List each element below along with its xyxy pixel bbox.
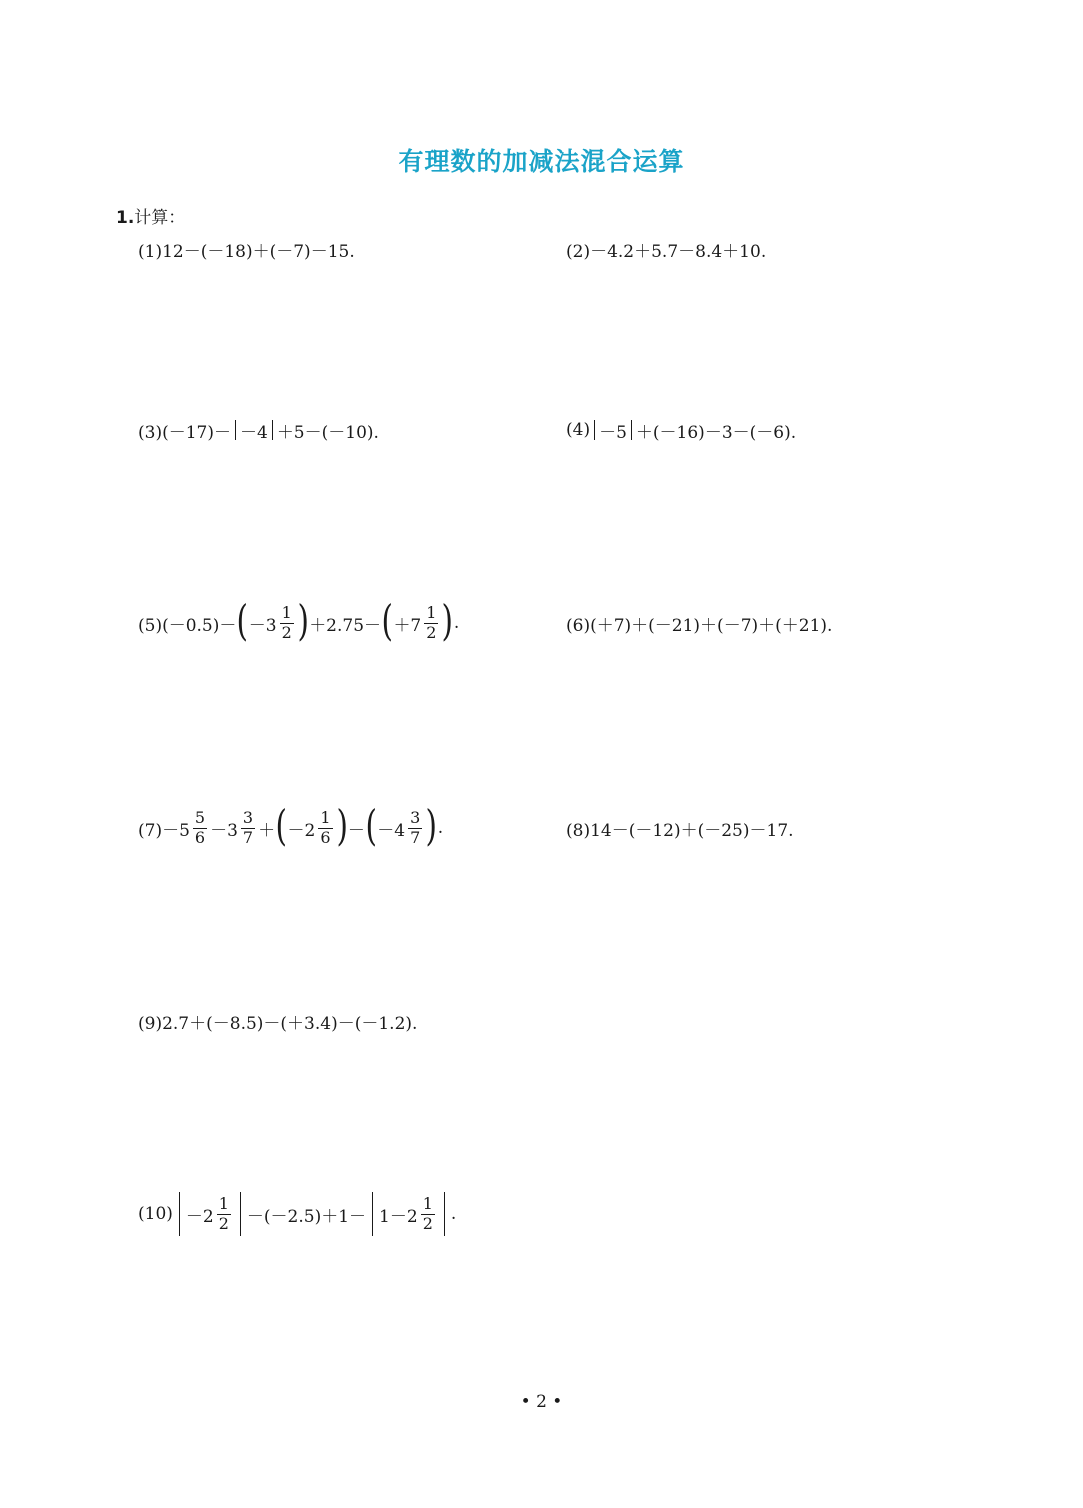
- abs-bar-left: [372, 1192, 373, 1236]
- right-paren: ): [297, 596, 309, 645]
- denominator: 2: [422, 1213, 433, 1233]
- fraction: [318, 807, 332, 847]
- numerator: 1: [218, 1193, 229, 1213]
- problem-7-part-h: .: [437, 818, 444, 838]
- problem-7: [138, 798, 443, 858]
- problem-5-part-d: ＋7: [393, 615, 422, 636]
- fraction: [241, 807, 255, 847]
- denominator: 7: [410, 827, 421, 847]
- problem-10-part-b: －2: [185, 1206, 214, 1227]
- problem-10-part-d: 1－2: [379, 1206, 418, 1227]
- problem-7-part-d: －2: [287, 820, 316, 841]
- abs-bar-left: [179, 1192, 180, 1236]
- page-number: • 2 •: [520, 1392, 563, 1412]
- problem-6: [566, 593, 832, 653]
- denominator: 6: [194, 827, 206, 847]
- problem-10-part-e: .: [450, 1204, 457, 1224]
- denominator: 7: [242, 827, 254, 847]
- abs-bar-left: [235, 420, 236, 440]
- problem-2: [566, 219, 766, 279]
- problem-1: [138, 219, 355, 279]
- problem-7-part-a: (7)－5: [138, 820, 190, 841]
- problem-3-part-c: ＋5－(－10).: [276, 422, 379, 443]
- question-number: 1.: [116, 208, 135, 228]
- left-paren: (: [381, 596, 393, 645]
- question-label: 计算：: [134, 208, 186, 228]
- problem-5-part-a: (5)(－0.5)－: [138, 615, 237, 636]
- problem-8-text: (8)14－(－12)＋(－25)－17.: [566, 820, 794, 841]
- abs-bar-right: [240, 1192, 241, 1236]
- problem-3-part-a: (3)(－17)－: [138, 422, 231, 443]
- problem-7-part-b: －3: [210, 820, 238, 841]
- numerator: 5: [194, 807, 206, 827]
- abs-bar-left: [594, 420, 595, 440]
- problem-5-part-e: .: [453, 613, 460, 633]
- problem-3-part-b: －4: [239, 422, 268, 443]
- numerator: 1: [281, 602, 292, 622]
- denominator: 6: [320, 827, 331, 847]
- numerator: 1: [422, 1193, 433, 1213]
- problem-10-part-a: (10): [138, 1204, 173, 1224]
- problem-7-part-c: ＋: [258, 820, 276, 841]
- problem-8: [566, 798, 794, 858]
- problem-3: [138, 400, 379, 460]
- fraction: [424, 602, 438, 642]
- problem-6-text: (6)(＋7)＋(－21)＋(－7)＋(＋21).: [566, 615, 833, 636]
- denominator: 2: [426, 622, 437, 642]
- fraction: [217, 1193, 231, 1233]
- problem-4-part-c: ＋(－16)－3－(－6).: [635, 422, 797, 443]
- problem-5-part-b: －3: [248, 615, 277, 636]
- page-title: 有理数的加减法混合运算: [398, 147, 685, 176]
- numerator: 1: [426, 602, 437, 622]
- problem-4: [566, 400, 796, 460]
- numerator: 3: [410, 807, 421, 827]
- left-paren: (: [275, 801, 288, 850]
- problem-4-part-a: (4): [566, 420, 591, 440]
- abs-bar-right: [631, 420, 632, 440]
- problem-5: [138, 593, 459, 653]
- numerator: 1: [320, 807, 331, 827]
- left-paren: (: [365, 801, 377, 850]
- fraction: [280, 602, 294, 642]
- fraction: [408, 807, 422, 847]
- fraction: [421, 1193, 435, 1233]
- denominator: 2: [281, 622, 292, 642]
- abs-bar-right: [272, 420, 273, 440]
- numerator: 3: [242, 807, 254, 827]
- denominator: 2: [218, 1213, 229, 1233]
- right-paren: ): [441, 596, 454, 645]
- problem-7-part-e: －: [347, 820, 365, 841]
- problem-10: [138, 1184, 456, 1244]
- problem-1-text: (1)12－(－18)＋(－7)－15.: [138, 241, 355, 262]
- problem-7-part-g: －4: [377, 820, 406, 841]
- left-paren: (: [236, 596, 249, 645]
- abs-bar-right: [444, 1192, 445, 1236]
- fraction: [193, 807, 207, 847]
- right-paren: ): [335, 801, 348, 850]
- problem-5-part-c: ＋2.75－: [309, 615, 382, 636]
- problem-10-part-c: －(－2.5)＋1－: [246, 1206, 367, 1227]
- problem-9: [138, 991, 417, 1051]
- problem-4-part-b: －5: [599, 422, 627, 443]
- problem-2-text: (2)－4.2＋5.7－8.4＋10.: [566, 241, 767, 262]
- problem-9-text: (9)2.7＋(－8.5)－(＋3.4)－(－1.2).: [138, 1013, 418, 1034]
- right-paren: ): [425, 801, 438, 850]
